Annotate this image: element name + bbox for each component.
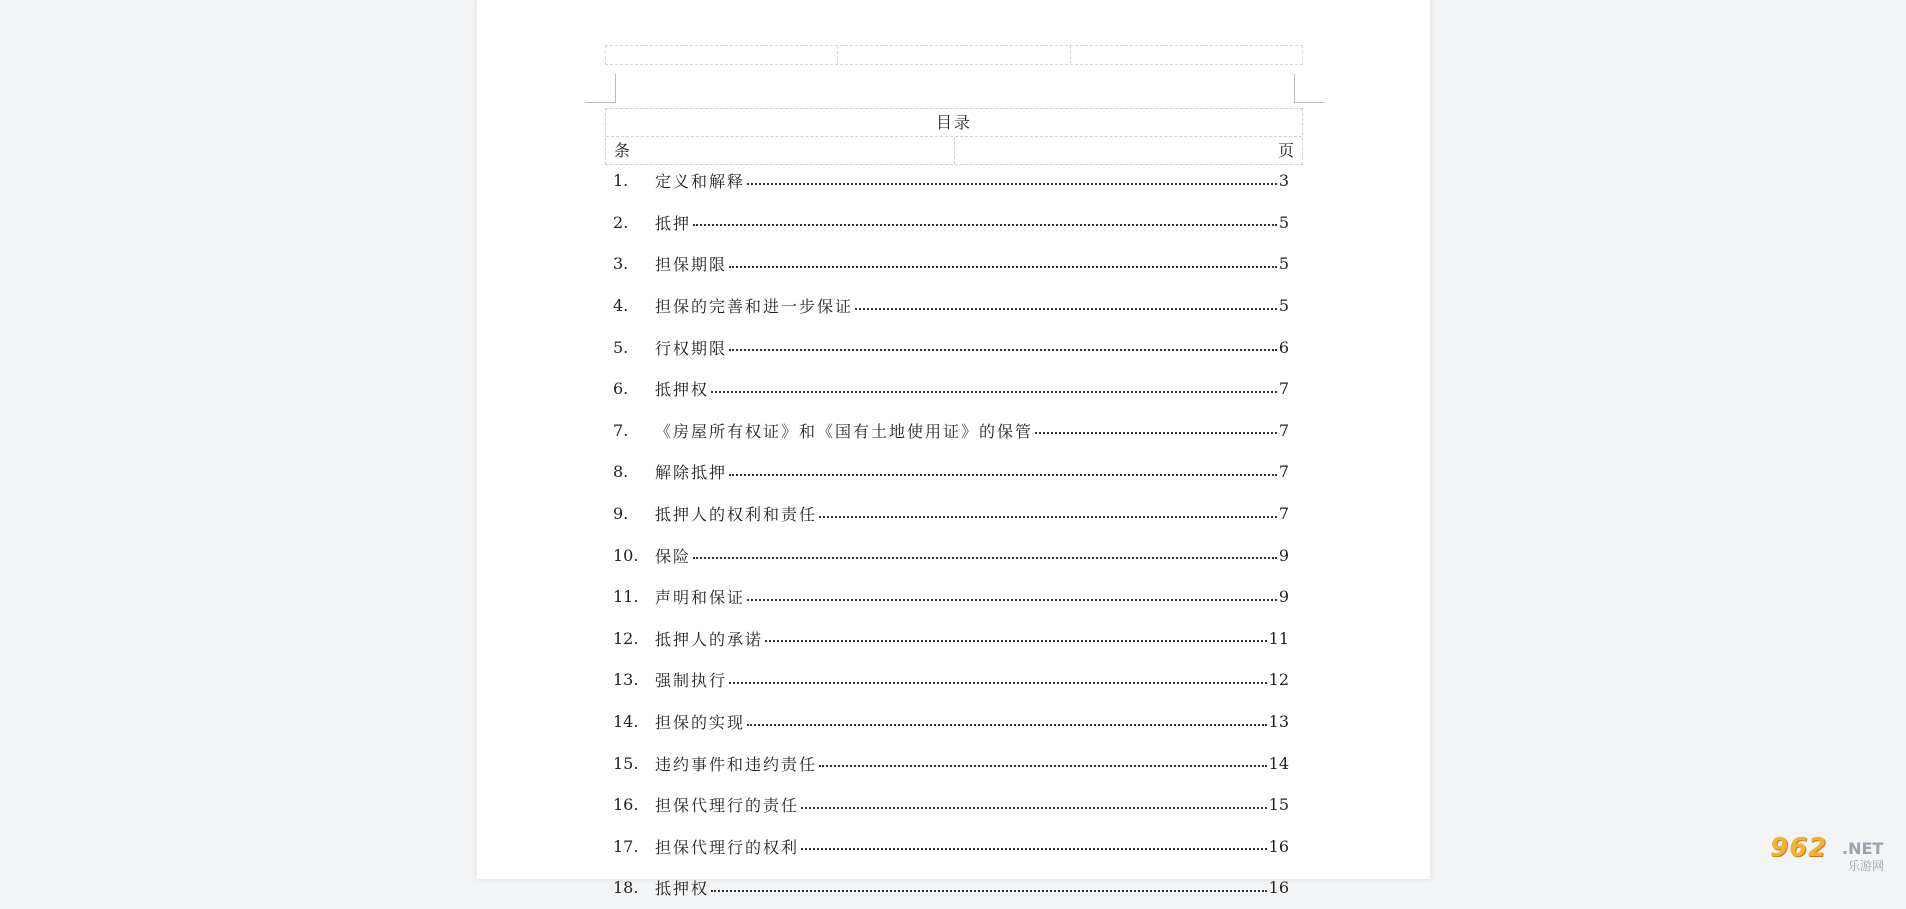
toc-dot-leader xyxy=(801,807,1267,809)
toc-dot-leader xyxy=(711,890,1267,892)
toc-dot-leader xyxy=(729,266,1277,268)
toc-list xyxy=(613,160,1289,909)
header-cell xyxy=(606,46,838,64)
toc-entry[interactable] xyxy=(613,867,1289,909)
toc-entry-title: 抵押权 xyxy=(655,879,710,899)
toc-entry-number: 7. xyxy=(613,420,629,440)
toc-entry-number: 2. xyxy=(613,212,629,232)
toc-entry[interactable] xyxy=(613,243,1289,285)
toc-entry[interactable] xyxy=(613,451,1289,493)
toc-entry[interactable] xyxy=(613,826,1289,868)
toc-entry[interactable] xyxy=(613,576,1289,618)
toc-entry-number: 10. xyxy=(613,545,639,565)
toc-entry-page-number: 16 xyxy=(1268,836,1289,856)
toc-entry-number: 3. xyxy=(613,254,629,274)
toc-entry-title: 强制执行 xyxy=(655,671,728,691)
toc-entry[interactable] xyxy=(613,202,1289,244)
toc-entry-page-number: 7 xyxy=(1278,420,1289,440)
toc-entry-number: 17. xyxy=(613,836,639,856)
toc-entry-title: 担保的实现 xyxy=(655,713,746,733)
watermark-logo-text: 962 xyxy=(1770,833,1828,863)
toc-entry-title: 违约事件和违约责任 xyxy=(655,754,818,774)
toc-dot-leader xyxy=(765,640,1267,642)
toc-entry[interactable] xyxy=(613,784,1289,826)
toc-entry-number: 14. xyxy=(613,712,639,732)
toc-entry-number: 8. xyxy=(613,462,629,482)
toc-entry-page-number: 6 xyxy=(1278,337,1289,357)
margin-corner-left xyxy=(585,74,616,103)
toc-entry-title: 抵押 xyxy=(655,213,692,233)
toc-entry-title: 声明和保证 xyxy=(655,588,746,608)
toc-entry[interactable] xyxy=(613,534,1289,576)
toc-dot-leader xyxy=(747,183,1277,185)
toc-dot-leader xyxy=(729,349,1277,351)
toc-entry-number: 16. xyxy=(613,795,639,815)
toc-entry-title: 担保代理行的权利 xyxy=(655,837,800,857)
toc-entry[interactable] xyxy=(613,742,1289,784)
toc-title: 目录 xyxy=(606,109,1302,137)
toc-entry[interactable] xyxy=(613,659,1289,701)
toc-entry-title: 担保期限 xyxy=(655,255,728,275)
toc-entry-page-number: 13 xyxy=(1268,712,1289,732)
document-page xyxy=(477,0,1430,899)
toc-header-table xyxy=(605,108,1303,165)
toc-entry[interactable] xyxy=(613,326,1289,368)
toc-entry-title: 担保代理行的责任 xyxy=(655,796,800,816)
toc-dot-leader xyxy=(1035,432,1277,434)
header-cell xyxy=(838,46,1070,64)
toc-dot-leader xyxy=(819,516,1277,518)
toc-entry-page-number: 14 xyxy=(1268,753,1289,773)
toc-entry-title: 抵押人的权利和责任 xyxy=(655,505,818,525)
toc-entry-number: 15. xyxy=(613,753,639,773)
toc-dot-leader xyxy=(819,765,1267,767)
toc-entry-page-number: 12 xyxy=(1268,670,1289,690)
toc-entry-title: 保险 xyxy=(655,546,692,566)
toc-entry[interactable] xyxy=(613,160,1289,202)
toc-dot-leader xyxy=(693,557,1277,559)
watermark-net-text: .NET xyxy=(1842,839,1884,858)
toc-entry-number: 1. xyxy=(613,171,629,191)
toc-entry-title: 抵押人的承诺 xyxy=(655,629,764,649)
toc-entry-page-number: 11 xyxy=(1268,628,1289,648)
margin-corner-right xyxy=(1294,74,1325,103)
watermark-site-name: 乐游网 xyxy=(1848,859,1885,873)
toc-dot-leader xyxy=(855,308,1277,310)
toc-entry[interactable] xyxy=(613,285,1289,327)
toc-entry-page-number: 5 xyxy=(1278,212,1289,232)
toc-dot-leader xyxy=(801,848,1267,850)
toc-entry-page-number: 7 xyxy=(1278,504,1289,524)
toc-entry-number: 6. xyxy=(613,379,629,399)
toc-entry-page-number: 9 xyxy=(1278,545,1289,565)
toc-entry-title: 《房屋所有权证》和《国有土地使用证》的保管 xyxy=(655,421,1034,441)
toc-entry-page-number: 7 xyxy=(1278,379,1289,399)
toc-entry-number: 13. xyxy=(613,670,639,690)
toc-entry-page-number: 16 xyxy=(1268,878,1289,898)
toc-dot-leader xyxy=(747,599,1277,601)
toc-entry-page-number: 15 xyxy=(1268,795,1289,815)
toc-entry-title: 行权期限 xyxy=(655,338,728,358)
toc-column-page: 页 xyxy=(1277,141,1294,160)
header-cell xyxy=(1071,46,1302,64)
toc-entry-title: 定义和解释 xyxy=(655,172,746,192)
toc-column-article: 条 xyxy=(606,137,955,164)
toc-dot-leader xyxy=(729,682,1267,684)
toc-entry-page-number: 5 xyxy=(1278,296,1289,316)
toc-entry-title: 抵押权 xyxy=(655,380,710,400)
toc-dot-leader xyxy=(729,474,1277,476)
header-table xyxy=(605,45,1303,65)
site-watermark xyxy=(1770,833,1900,875)
toc-dot-leader xyxy=(747,724,1267,726)
toc-entry[interactable] xyxy=(613,493,1289,535)
toc-entry-page-number: 9 xyxy=(1278,587,1289,607)
toc-entry-number: 9. xyxy=(613,504,629,524)
toc-entry-number: 12. xyxy=(613,628,639,648)
toc-entry[interactable] xyxy=(613,368,1289,410)
toc-entry-number: 11. xyxy=(613,587,639,607)
toc-entry-title: 解除抵押 xyxy=(655,463,728,483)
toc-entry[interactable] xyxy=(613,410,1289,452)
toc-entry-page-number: 3 xyxy=(1278,171,1289,191)
toc-entry-number: 18. xyxy=(613,878,639,898)
toc-dot-leader xyxy=(711,391,1277,393)
toc-dot-leader xyxy=(693,224,1277,226)
toc-entry-number: 5. xyxy=(613,337,629,357)
toc-entry[interactable] xyxy=(613,618,1289,660)
toc-entry-number: 4. xyxy=(613,296,629,316)
toc-entry-page-number: 7 xyxy=(1278,462,1289,482)
toc-entry-title: 担保的完善和进一步保证 xyxy=(655,297,854,317)
toc-entry-page-number: 5 xyxy=(1278,254,1289,274)
toc-entry[interactable] xyxy=(613,701,1289,743)
